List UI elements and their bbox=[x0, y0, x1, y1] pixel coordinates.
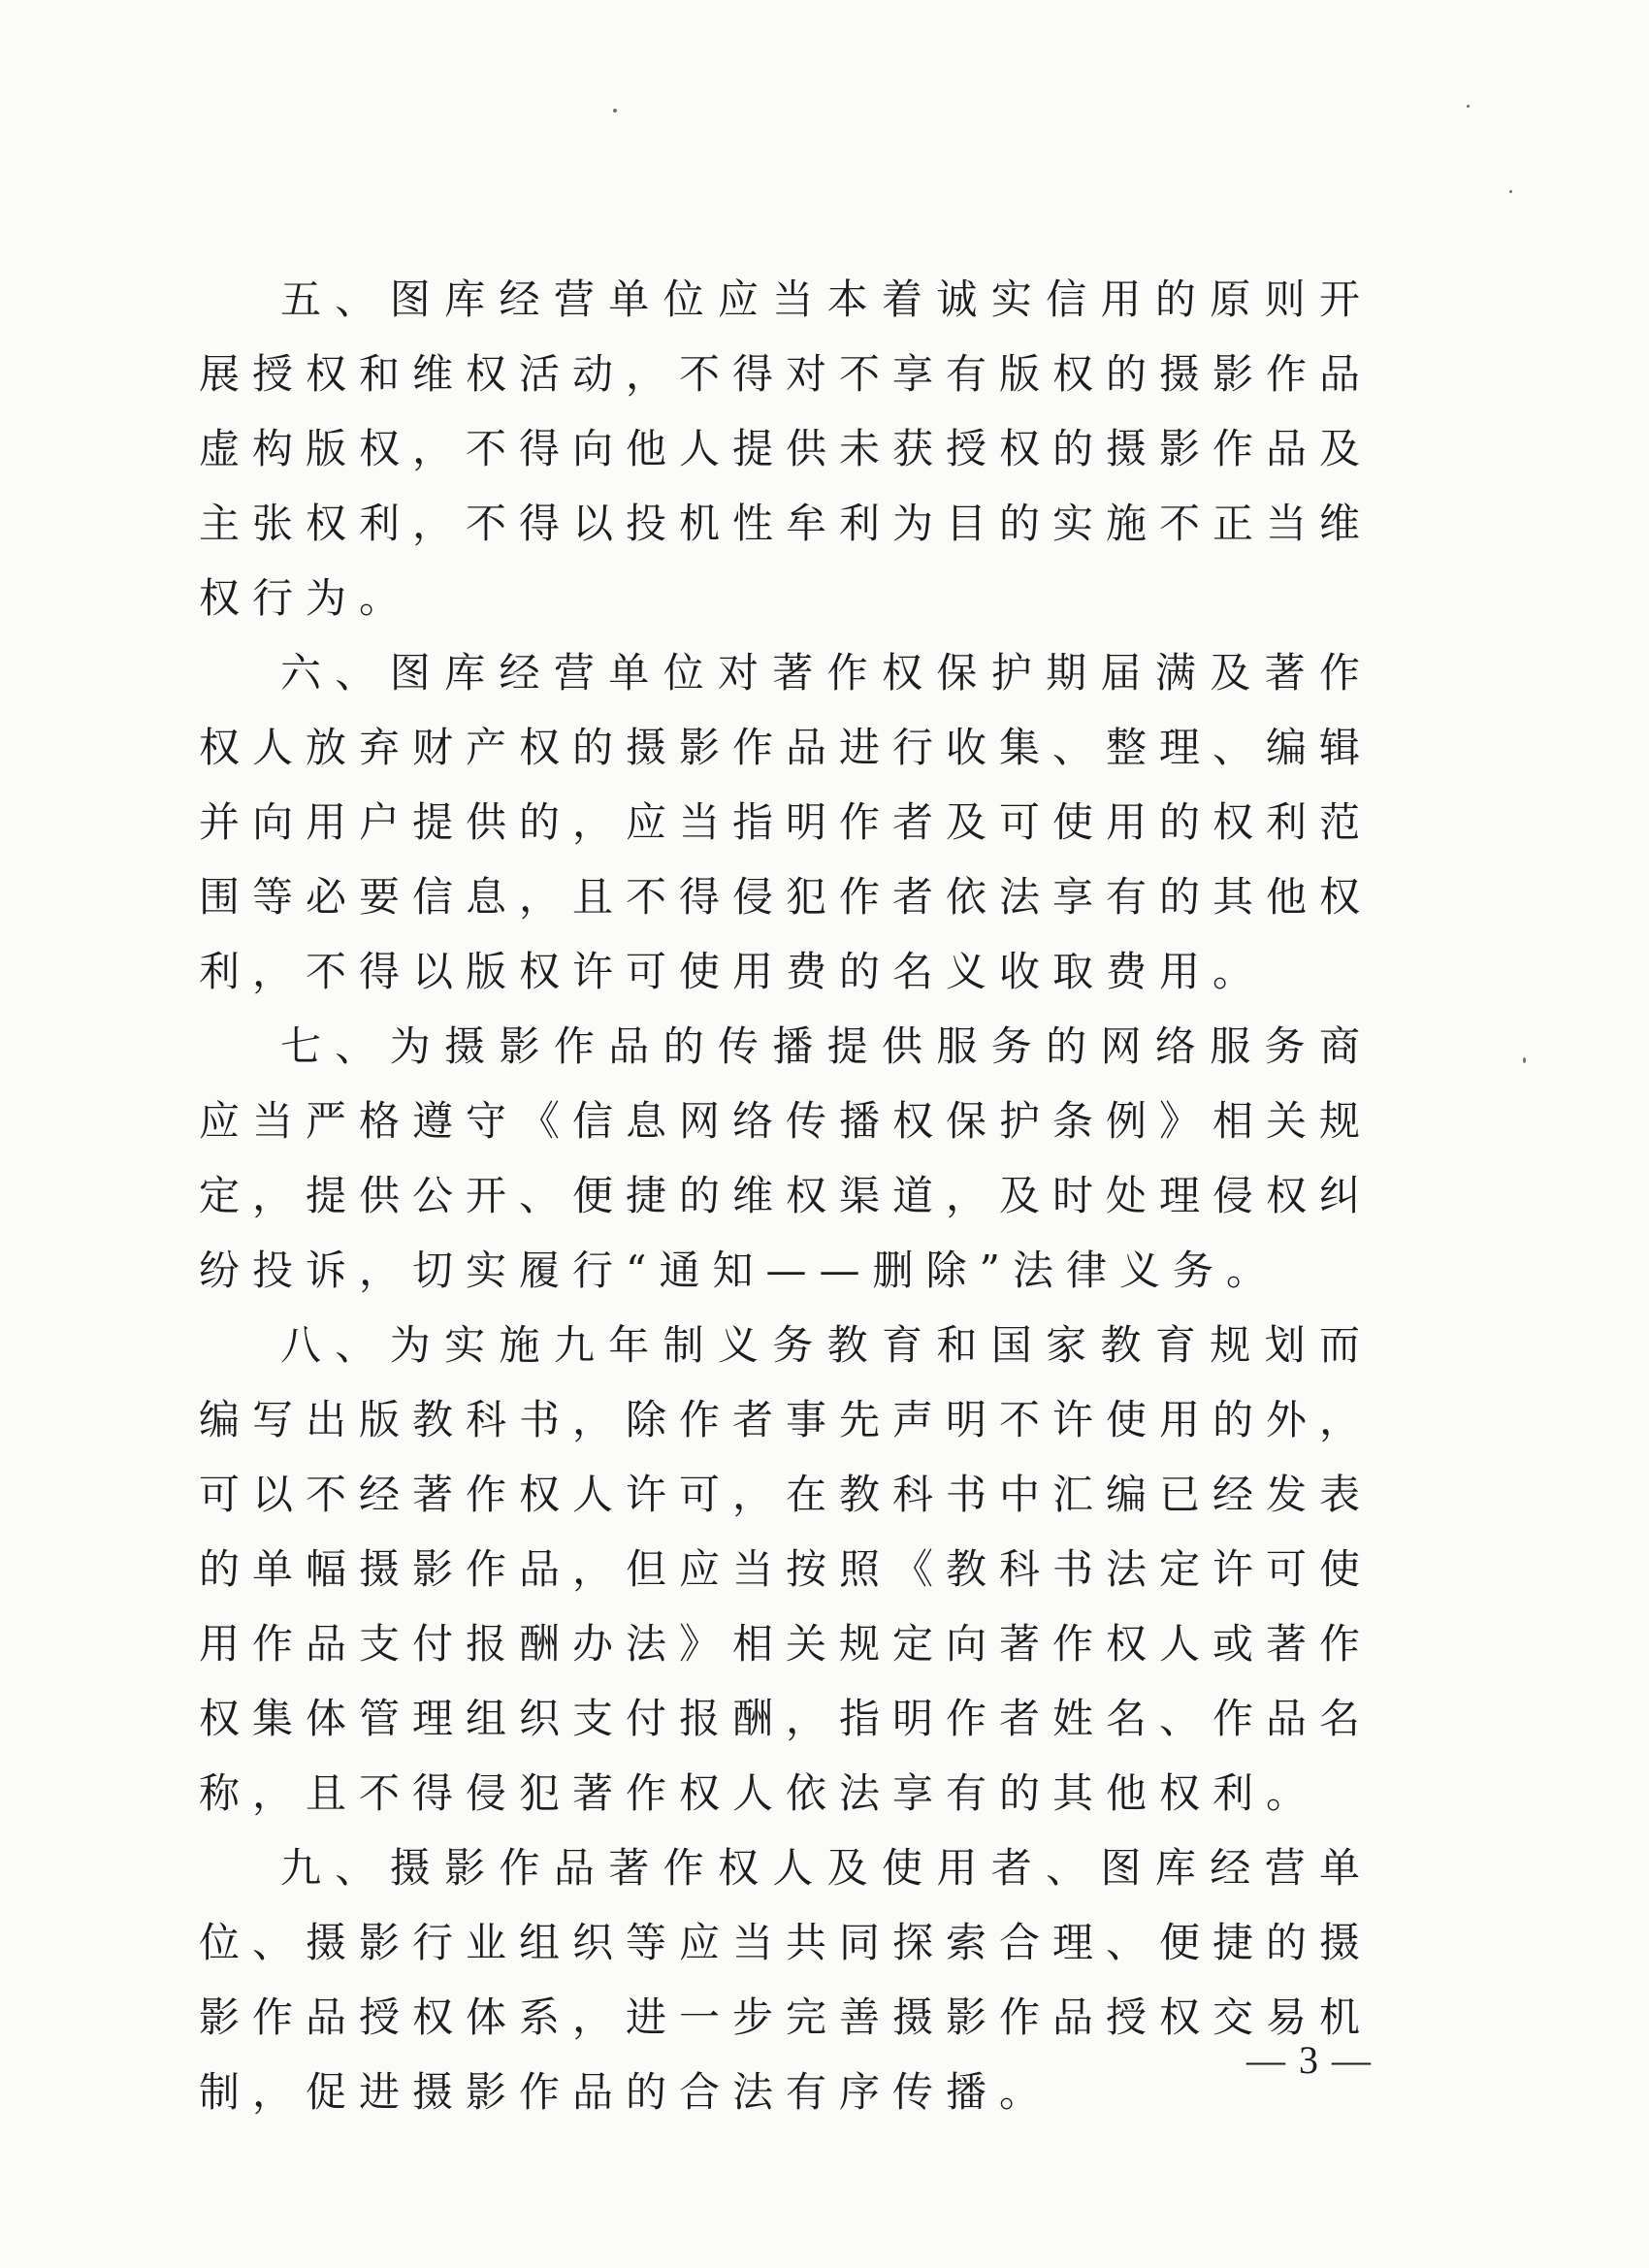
paragraph-5: 五、图库经营单位应当本着诚实信用的原则开展授权和维权活动，不得对不享有版权的摄影作品虚构版权，不得向他人提供未获授权的摄影作品及主张权利，不得以投机性牟利为目的实施不正当维权行为。 bbox=[199, 275, 1374, 622]
paragraph-8: 八、为实施九年制义务教育和国家教育规划而编写出版教科书，除作者事先声明不许使用的外，可以不经著作权人许可，在教科书中汇编已经发表的单幅摄影作品，但应当按照《教科书法定许可使用作品支付报酬办法》相关规定向著作权人或著作权集体管理组织支付报酬，指明作者姓名、作品名称，且不得侵犯著作权人依法享有的其他权利。 bbox=[199, 1321, 1374, 1817]
scan-speck bbox=[613, 109, 617, 113]
scan-speck bbox=[1509, 190, 1512, 193]
scan-speck bbox=[1467, 105, 1470, 108]
paragraph-9: 九、摄影作品著作权人及使用者、图库经营单位、摄影行业组织等应当共同探索合理、便捷的摄影作品授权体系，进一步完善摄影作品授权交易机制，促进摄影作品的合法有序传播。 bbox=[199, 1844, 1374, 2116]
paragraph-7: 七、为摄影作品的传播提供服务的网络服务商应当严格遵守《信息网络传播权保护条例》相关规定，提供公开、便捷的维权渠道，及时处理侵权纠纷投诉，切实履行“通知——删除”法律义务。 bbox=[199, 1022, 1374, 1294]
scan-speck bbox=[1523, 1057, 1526, 1063]
document-body bbox=[199, 262, 1373, 2129]
page-number: — 3 — bbox=[1246, 2038, 1373, 2082]
paragraph-6: 六、图库经营单位对著作权保护期届满及著作权人放弃财产权的摄影作品进行收集、整理、编辑并向用户提供的，应当指明作者及可使用的权利范围等必要信息，且不得侵犯作者依法享有的其他权利，不得以版权许可使用费的名义收取费用。 bbox=[199, 649, 1374, 995]
